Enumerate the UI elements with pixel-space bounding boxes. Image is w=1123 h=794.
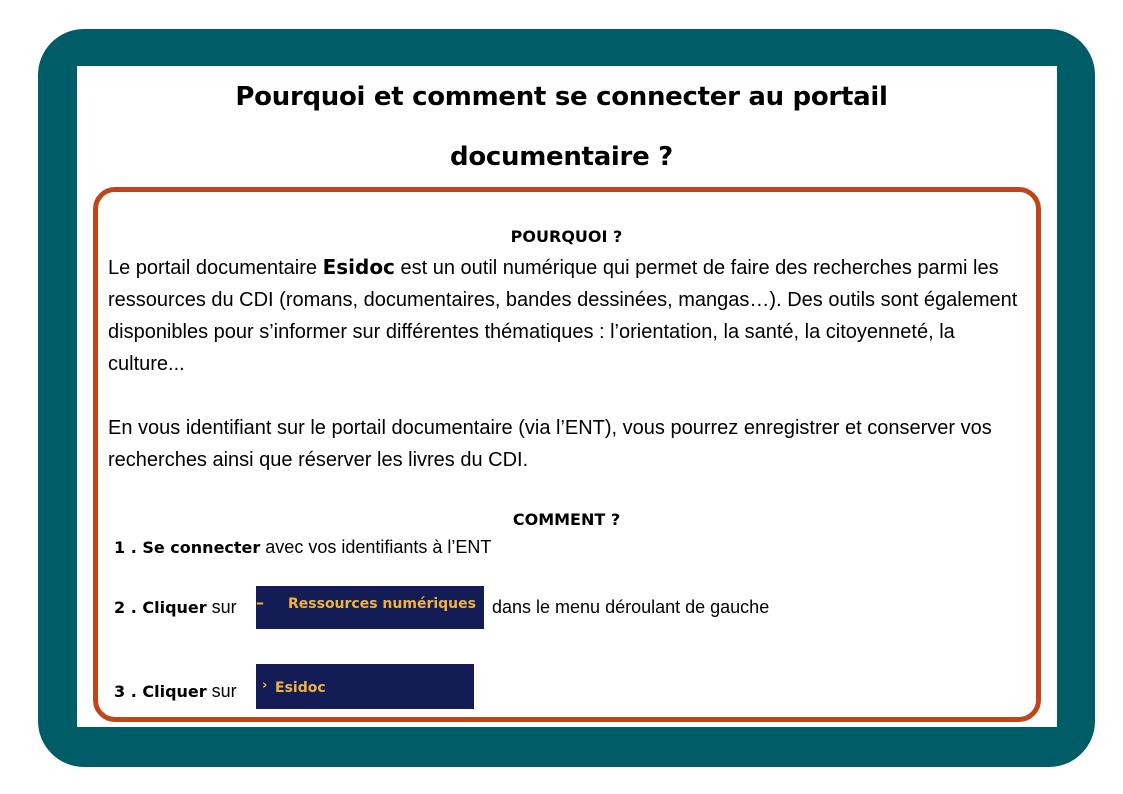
step-1-number: 1 . bbox=[114, 538, 143, 557]
step-3-bold: Cliquer bbox=[142, 682, 207, 701]
dash-icon: – bbox=[256, 593, 264, 612]
step-1-bold: Se connecter bbox=[142, 538, 261, 557]
p1-text-before: Le portail documentaire bbox=[108, 257, 323, 279]
page-title-line1: Pourquoi et comment se connecter au portail bbox=[235, 82, 888, 112]
step-1-text: avec vos identifiants à l’ENT bbox=[260, 537, 492, 557]
pourquoi-heading: POURQUOI ? bbox=[510, 227, 623, 246]
pourquoi-paragraph-1 bbox=[108, 251, 1028, 380]
ressources-numeriques-label: Ressources numériques bbox=[288, 596, 476, 612]
ressources-numeriques-button-image bbox=[256, 586, 484, 629]
step-2-number: 2 . bbox=[114, 598, 143, 617]
step-2-text: sur bbox=[206, 597, 237, 617]
step-1 bbox=[114, 537, 491, 558]
step-2 bbox=[114, 597, 237, 618]
step-2-after-text: dans le menu déroulant de gauche bbox=[492, 597, 770, 617]
step-3-text: sur bbox=[206, 681, 237, 701]
step-3 bbox=[114, 681, 237, 702]
comment-heading: COMMENT ? bbox=[512, 510, 621, 529]
esidoc-label: Esidoc bbox=[275, 680, 326, 696]
page-title-line2: documentaire ? bbox=[450, 142, 673, 172]
esidoc-button-image bbox=[256, 664, 474, 709]
p1-text-after: est un outil numérique qui permet de faire des recherches parmi les ressources du CDI (romans, documentaires, bandes dessinées, mangas…). Des outils sont également disponibles pour s’informer sur différentes thématiques : l’orientation, la santé, la citoyenneté, la culture... bbox=[108, 257, 1018, 375]
step-3-number: 3 . bbox=[114, 682, 143, 701]
p1-esidoc-bold: Esidoc bbox=[322, 255, 395, 279]
pourquoi-paragraph-2: En vous identifiant sur le portail documentaire (via l’ENT), vous pourrez enregistrer et conserver vos recherches ainsi que réserver les livres du CDI. bbox=[108, 417, 992, 471]
step-2-bold: Cliquer bbox=[142, 598, 207, 617]
chevron-right-icon: › bbox=[262, 678, 268, 693]
